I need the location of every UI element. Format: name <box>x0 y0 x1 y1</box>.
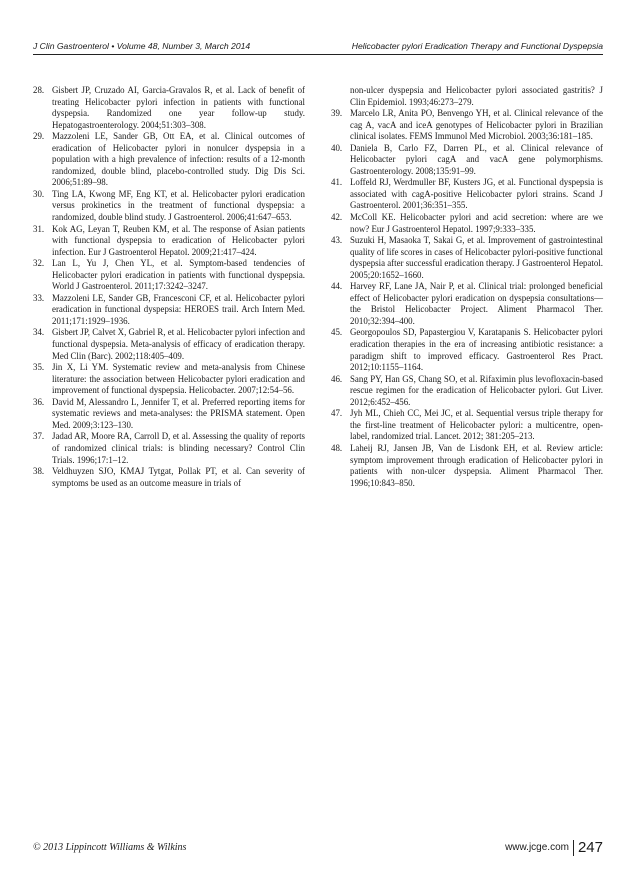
reference-text: Harvey RF, Lane JA, Nair P, et al. Clinical trial: prolonged beneficial effect of Helicobacter pylori eradication on dyspepsia consultations—the Bristol Helicobacter Project. Aliment Pharmacol Ther. 2010;32:394–400. <box>350 281 603 326</box>
running-header <box>33 38 603 55</box>
reference-text: Kok AG, Leyan T, Reuben KM, et al. The response of Asian patients with functional dyspepsia to eradication of Helicobacter pylori infection. Eur J Gastroenterol Hepatol. 2009;21:417–424. <box>52 223 305 257</box>
reference-number: 41. <box>331 177 343 188</box>
reference-entry <box>33 362 305 397</box>
reference-number: 39. <box>331 108 343 119</box>
reference-number: 32. <box>33 258 45 269</box>
reference-entry <box>33 189 305 224</box>
reference-text: Marcelo LR, Anita PO, Benvengo YH, et al. Clinical relevance of the cag A, vacA and iceA genotypes of Helicobacter pylori in Brazilian clinical isolates. FEMS Immunol Med Microbiol. 2003;36:181–185. <box>350 108 603 142</box>
reference-number: 40. <box>331 142 343 153</box>
page-number: 247 <box>577 839 603 856</box>
reference-number: 30. <box>33 188 45 199</box>
reference-number: 45. <box>331 327 343 338</box>
reference-entry <box>331 177 603 212</box>
reference-entry <box>331 408 603 443</box>
reference-number: 46. <box>331 373 343 384</box>
reference-entry <box>33 293 305 328</box>
footer-divider <box>573 840 574 856</box>
reference-entry <box>331 212 603 235</box>
reference-number: 47. <box>331 408 343 419</box>
references-left-column <box>33 85 305 489</box>
footer-right <box>505 839 603 856</box>
reference-text: Mazzoleni LE, Sander GB, Ott EA, et al. Clinical outcomes of eradication of Helicobacter pylori in nonulcer dyspepsia in a population with a high prevalence of infection: results of a 12-month randomized, double blind, placebo-controlled study. Dig Dis Sci. 2006;51:89–98. <box>52 131 305 188</box>
reference-number: 48. <box>331 442 343 453</box>
reference-number: 37. <box>33 431 45 442</box>
reference-entry <box>331 143 603 178</box>
reference-entry <box>331 374 603 409</box>
reference-number: 38. <box>33 466 45 477</box>
reference-number: 29. <box>33 131 45 142</box>
reference-entry <box>33 327 305 362</box>
reference-text: Sang PY, Han GS, Chang SO, et al. Rifaximin plus levofloxacin-based rescue regimen for the eradication of Helicobacter pylori. Gut Liver. 2012;6:452–456. <box>350 373 603 407</box>
reference-number: 28. <box>33 85 45 95</box>
reference-entry <box>33 397 305 432</box>
reference-text: Gisbert JP, Cruzado AI, Garcia-Gravalos R, et al. Lack of benefit of treating Helicobacter pylori infection in patients with functional dyspepsia. Randomized one year follow-up study. Hepatogastroenterology. 2004;51:303–308. <box>52 85 305 130</box>
reference-text: Jin X, Li YM. Systematic review and meta-analysis from Chinese literature: the association between Helicobacter pylori eradication and improvement of functional dyspepsia. Helicobacter. 2007;12:54–56. <box>52 362 305 396</box>
reference-entry <box>331 85 603 108</box>
journal-info: J Clin Gastroenterol • Volume 48, Number 3, March 2014 <box>33 41 251 51</box>
journal-url[interactable]: www.jcge.com <box>505 842 569 853</box>
reference-entry <box>331 235 603 281</box>
reference-text: Suzuki H, Masaoka T, Sakai G, et al. Improvement of gastrointestinal quality of life scores in cases of Helicobacter pylori-positive functional dyspepsia after successful eradication therapy. J Gastroenterol Hepatol. 2005;20:1652–1660. <box>350 235 604 280</box>
reference-text: Veldhuyzen SJO, KMAJ Tytgat, Pollak PT, et al. Can severity of symptoms be used as an outcome measure in trials of <box>52 466 305 488</box>
reference-number: 42. <box>331 212 343 223</box>
reference-entry <box>33 258 305 293</box>
reference-number: 44. <box>331 281 343 292</box>
reference-entry <box>331 281 603 327</box>
reference-text: McColl KE. Helicobacter pylori and acid secretion: where are we now? Eur J Gastroenterol Hepatol. 1997;9:333–335. <box>350 212 603 234</box>
reference-number: 43. <box>331 235 343 246</box>
reference-number: 33. <box>33 292 45 303</box>
reference-text: Gisbert JP, Calvet X, Gabriel R, et al. Helicobacter pylori infection and functional dyspepsia. Meta-analysis of efficacy of eradication therapy. Med Clin (Barc). 2002;118:405–409. <box>52 327 305 361</box>
reference-number <box>331 85 350 108</box>
reference-text: Ting LA, Kwong MF, Eng KT, et al. Helicobacter pylori eradication versus prokinetics in the treatment of functional dyspepsia: a randomized, double blind study. J Gastroenterol. 2006;41:647–653. <box>52 188 305 223</box>
reference-entry <box>33 85 305 131</box>
reference-entry <box>331 327 603 373</box>
reference-number: 36. <box>33 396 45 407</box>
article-title: Helicobacter pylori Eradication Therapy and Functional Dyspepsia <box>351 41 603 51</box>
reference-entry <box>331 108 603 143</box>
reference-entry <box>331 443 603 489</box>
reference-entry <box>33 224 305 259</box>
reference-entry <box>33 431 305 466</box>
reference-text: non-ulcer dyspepsia and Helicobacter pylori associated gastritis? J Clin Epidemiol. 1993;46:273–279. <box>350 85 603 107</box>
page-footer <box>33 839 603 859</box>
reference-entry <box>33 466 305 489</box>
reference-text: Lan L, Yu J, Chen YL, et al. Symptom-based tendencies of Helicobacter pylori eradication in patients with functional dyspepsia. World J Gastroenterol. 2011;17:3242–3247. <box>52 258 305 292</box>
reference-number: 34. <box>33 327 45 338</box>
reference-text: Laheij RJ, Jansen JB, Van de Lisdonk EH, et al. Review article: symptom improvement through eradication of Helicobacter pylori in patients with non-ulcer dyspepsia. Aliment Pharmacol Ther. 1996;10:843–850. <box>350 442 603 488</box>
copyright-notice: © 2013 Lippincott Williams & Wilkins <box>33 842 187 853</box>
reference-text: Jyh ML, Chieh CC, Mei JC, et al. Sequential versus triple therapy for the first-line treatment of Helicobacter pylori: a multicentre, open-label, randomized trial. Lancet. 2012; 381:205–213. <box>350 408 603 442</box>
reference-text: Jadad AR, Moore RA, Carroll D, et al. Assessing the quality of reports of randomized clinical trials: is blinding necessary? Control Clin Trials. 1996;17:1–12. <box>52 431 305 465</box>
reference-text: Daniela B, Carlo FZ, Darren PL, et al. Clinical relevance of Helicobacter pylori cagA and vacA gene polymorphisms. Gastroenterology. 2008;135:91–99. <box>350 142 603 176</box>
reference-number: 31. <box>33 223 45 234</box>
reference-entry <box>33 131 305 189</box>
references-right-column <box>331 85 603 489</box>
reference-text: Georgopoulos SD, Papastergiou V, Karatapanis S. Helicobacter pylori eradication therapies in the era of increasing antibiotic resistance: a paradigm shift to improved efficacy. Gastroenterol Res Pract. 2012;10:1155–1164. <box>350 327 603 373</box>
reference-text: Loffeld RJ, Werdmuller BF, Kusters JG, et al. Functional dyspepsia is associated with cagA-positive Helicobacter pylori strains. Scand J Gastroenterol. 2001;36:351–355. <box>350 177 603 211</box>
reference-text: David M, Alessandro L, Jennifer T, et al. Preferred reporting items for systematic reviews and meta-analyses: the PRISMA statement. Open Med. 2009;3:123–130. <box>52 396 305 430</box>
reference-number: 35. <box>33 362 45 373</box>
reference-text: Mazzoleni LE, Sander GB, Francesconi CF, et al. Helicobacter pylori eradication in functional dyspepsia: HEROES trail. Arch Intern Med. 2011;171:1929–1936. <box>52 292 305 326</box>
